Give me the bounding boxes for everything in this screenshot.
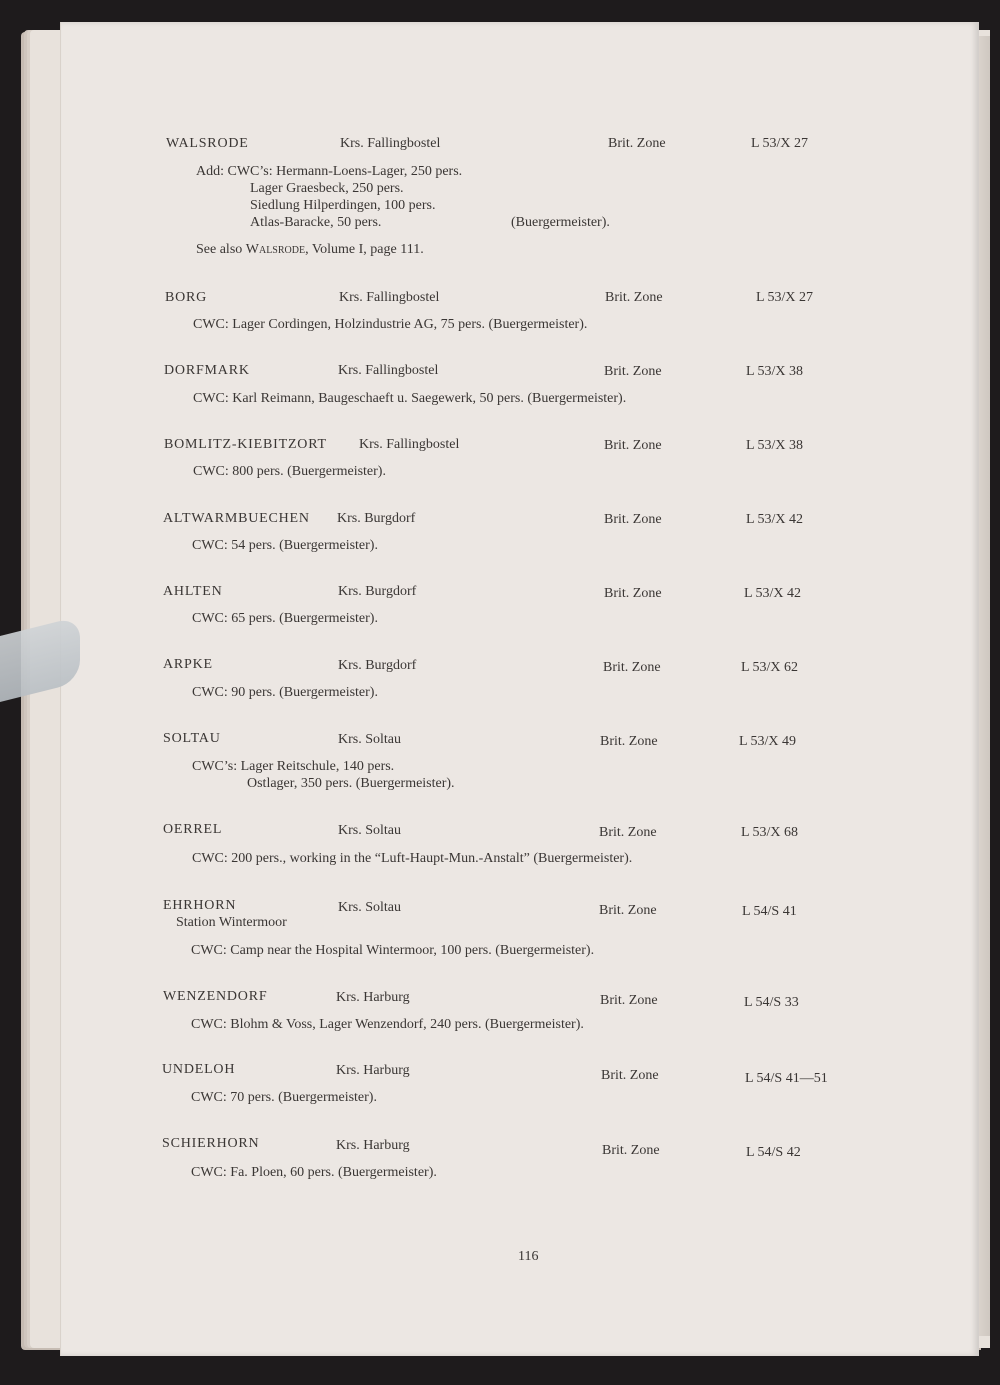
- district: Krs. Soltau: [338, 732, 401, 747]
- detail-line: Lager Graesbeck, 250 pers.: [250, 181, 404, 196]
- map-reference: L 54/S 42: [746, 1145, 801, 1160]
- map-reference: L 53/X 62: [741, 660, 799, 675]
- detail-line: CWC: Camp near the Hospital Wintermoor, 100 pers. (Buergermeister).: [191, 943, 595, 958]
- zone: Brit. Zone: [599, 825, 657, 840]
- see-also-prefix: See also: [196, 242, 243, 257]
- sub-place-name: Station Wintermoor: [176, 915, 287, 930]
- detail-line: Ostlager, 350 pers. (Buergermeister).: [247, 776, 455, 791]
- detail-line: Siedlung Hilperdingen, 100 pers.: [250, 198, 436, 213]
- see-also-suffix: , Volume I, page 111.: [305, 242, 424, 257]
- detail-line: CWC: Fa. Ploen, 60 pers. (Buergermeister).: [191, 1165, 437, 1180]
- zone: Brit. Zone: [601, 1068, 659, 1083]
- place-name: WALSRODE: [166, 136, 249, 151]
- detail-line: CWC: 70 pers. (Buergermeister).: [191, 1090, 377, 1105]
- zone: Brit. Zone: [605, 290, 663, 305]
- district: Krs. Fallingbostel: [339, 290, 440, 305]
- district: Krs. Fallingbostel: [359, 437, 460, 452]
- detail-line: CWC: 200 pers., working in the “Luft-Haupt-Mun.-Anstalt” (Buergermeister).: [192, 851, 633, 866]
- place-name: SOLTAU: [163, 731, 221, 746]
- zone: Brit. Zone: [604, 438, 662, 453]
- zone: Brit. Zone: [604, 512, 662, 527]
- map-reference: L 54/S 33: [744, 995, 799, 1010]
- zone: Brit. Zone: [600, 734, 658, 749]
- map-reference: L 53/X 68: [741, 825, 799, 840]
- district: Krs. Soltau: [338, 900, 401, 915]
- zone: Brit. Zone: [603, 660, 661, 675]
- detail-line: CWC’s: Lager Reitschule, 140 pers.: [192, 759, 395, 774]
- zone: Brit. Zone: [604, 586, 662, 601]
- detail-line: Add: CWC’s: Hermann-Loens-Lager, 250 pers.: [196, 164, 463, 179]
- detail-line: CWC: 800 pers. (Buergermeister).: [193, 464, 386, 479]
- district: Krs. Fallingbostel: [338, 363, 439, 378]
- map-reference: L 53/X 27: [756, 290, 814, 305]
- detail-line: CWC: 54 pers. (Buergermeister).: [192, 538, 378, 553]
- district: Krs. Burgdorf: [338, 658, 417, 673]
- zone: Brit. Zone: [608, 136, 666, 151]
- detail-line: CWC: 65 pers. (Buergermeister).: [192, 611, 378, 626]
- detail-line: Atlas-Baracke, 50 pers.: [250, 215, 382, 230]
- page-number: 116: [518, 1249, 539, 1264]
- see-also-place: Walsrode: [245, 242, 306, 257]
- detail-line: CWC: Karl Reimann, Baugeschaeft u. Saegewerk, 50 pers. (Buergermeister).: [193, 391, 627, 406]
- detail-line: CWC: Blohm & Voss, Lager Wenzendorf, 240 pers. (Buergermeister).: [191, 1017, 584, 1032]
- place-name: BOMLITZ-KIEBITZORT: [164, 437, 327, 452]
- map-reference: L 53/X 42: [746, 512, 804, 527]
- map-reference: L 53/X 42: [744, 586, 802, 601]
- map-reference: L 54/S 41—51: [745, 1071, 828, 1086]
- place-name: ARPKE: [163, 657, 213, 672]
- detail-line: CWC: Lager Cordingen, Holzindustrie AG, 75 pers. (Buergermeister).: [193, 317, 588, 332]
- district: Krs. Harburg: [336, 1138, 410, 1153]
- detail-line: CWC: 90 pers. (Buergermeister).: [192, 685, 378, 700]
- place-name: DORFMARK: [164, 363, 250, 378]
- map-reference: L 54/S 41: [742, 904, 797, 919]
- district: Krs. Soltau: [338, 823, 401, 838]
- zone: Brit. Zone: [599, 903, 657, 918]
- place-name: BORG: [165, 290, 208, 305]
- zone: Brit. Zone: [604, 364, 662, 379]
- map-reference: L 53/X 49: [739, 734, 797, 749]
- source: (Buergermeister).: [511, 215, 610, 230]
- place-name: WENZENDORF: [163, 989, 268, 1004]
- place-name: UNDELOH: [162, 1062, 236, 1077]
- see-also-reference: [196, 241, 424, 258]
- zone: Brit. Zone: [600, 993, 658, 1008]
- map-reference: L 53/X 27: [751, 136, 809, 151]
- place-name: ALTWARMBUECHEN: [163, 511, 310, 526]
- place-name: OERREL: [163, 822, 223, 837]
- district: Krs. Burgdorf: [338, 584, 417, 599]
- district: Krs. Harburg: [336, 990, 410, 1005]
- district: Krs. Fallingbostel: [340, 136, 441, 151]
- place-name: AHLTEN: [163, 584, 223, 599]
- district: Krs. Burgdorf: [337, 511, 416, 526]
- map-reference: L 53/X 38: [746, 364, 804, 379]
- zone: Brit. Zone: [602, 1143, 660, 1158]
- district: Krs. Harburg: [336, 1063, 410, 1078]
- map-reference: L 53/X 38: [746, 438, 804, 453]
- place-name: EHRHORN: [163, 898, 237, 913]
- place-name: SCHIERHORN: [162, 1136, 260, 1151]
